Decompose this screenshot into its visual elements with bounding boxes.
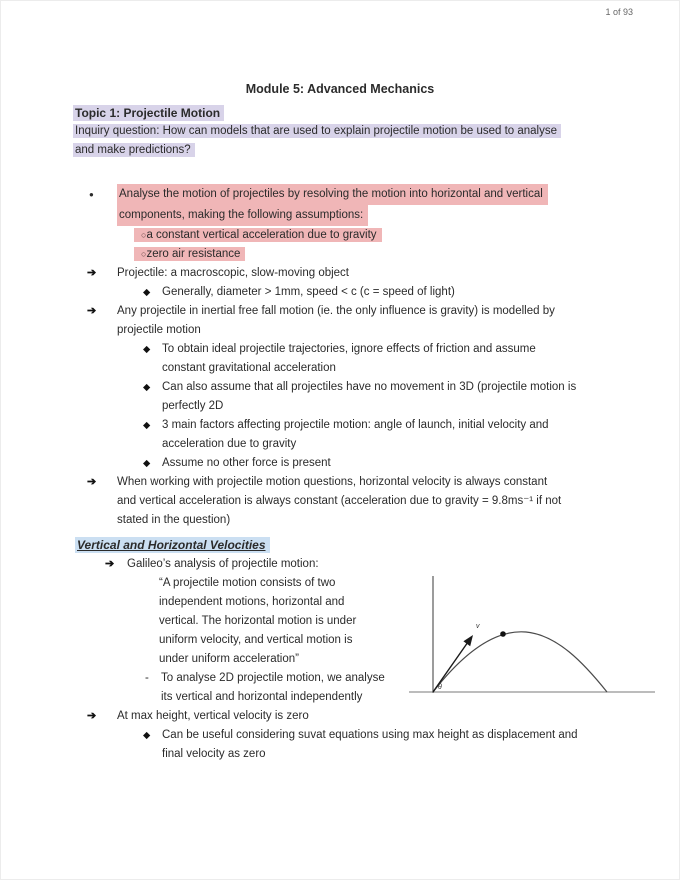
galileo-quote-line-2: independent motions, horizontal and [159,596,345,608]
assumption-lead-line-1: ● Analyse the motion of projectiles by resolving the motion into horizontal and vertical [1,184,679,205]
angle-label: θ [438,684,442,691]
arrow-bullet-icon: ➔ [87,476,97,488]
arrow-bullet-icon: ➔ [87,305,97,317]
bullet-icon: ● [89,190,94,199]
galileo-quote-line-5: under uniform acceleration” [159,653,299,665]
note-free-fall-line-1: ➔ Any projectile in inertial free fall motion (ie. the only influence is gravity) is modelled by [1,302,679,321]
page-number: 1 of 93 [605,7,633,17]
projectile-trajectory-diagram [407,558,657,698]
galileo-quote-line-1: “A projectile motion consists of two [159,577,336,589]
inquiry-question-line-2: and make predictions? [1,141,679,160]
apex-dot [500,631,506,637]
note-analyse-2d-line-1: - To analyse 2D projectile motion, we analyse [1,669,679,688]
assumption-sub-item-2: ○zero air resistance [134,245,679,264]
assumption-lead-line-2: components, making the following assumptions: [1,205,679,226]
arrow-bullet-icon: ➔ [87,267,97,279]
note-main-factors-line-1: ◆ 3 main factors affecting projectile motion: angle of launch, initial velocity and [1,416,679,435]
module-title: Module 5: Advanced Mechanics [245,82,435,96]
diamond-bullet-icon: ◆ [143,420,151,431]
topic-title [1,104,679,122]
galileo-quote-line-4: uniform velocity, and vertical motion is [159,634,353,646]
note-no-other-force: ◆ Assume no other force is present [1,454,679,473]
note-analyse-2d-line-2: its vertical and horizontal independently [161,691,363,703]
galileo-quote-line-3: vertical. The horizontal motion is under [159,615,357,627]
arrow-bullet-icon: ➔ [87,710,97,722]
velocity-label: v [476,623,480,630]
trajectory-curve [433,632,607,692]
circle-bullet-icon: ○ [141,230,147,240]
diamond-bullet-icon: ◆ [143,458,151,469]
diamond-bullet-icon: ◆ [143,730,151,741]
note-constants-line-2: and vertical acceleration is always constant (acceleration due to gravity = 9.8ms⁻¹ if not [117,495,562,507]
note-suvat-line-1: ◆ Can be useful considering suvat equations using max height as displacement and [1,726,679,745]
inquiry-question-line-1: Inquiry question: How can models that are used to explain projectile motion be used to analyse [1,122,679,141]
note-ideal-trajectories-line-1: ◆ To obtain ideal projectile trajectories, ignore effects of friction and assume [1,340,679,359]
dash-bullet-icon: - [145,672,149,684]
diamond-bullet-icon: ◆ [143,344,151,355]
note-2d-assumption-line-2: perfectly 2D [162,400,224,412]
spacer [1,160,679,184]
assumption-sub-item-1: ○a constant vertical acceleration due to gravity [134,226,679,245]
arrow-bullet-icon: ➔ [105,558,115,570]
diamond-bullet-icon: ◆ [143,287,151,298]
note-suvat-line-2: final velocity as zero [162,748,266,760]
velocity-vector-arrowhead [463,635,473,646]
note-max-height: ➔ At max height, vertical velocity is zero [1,707,679,726]
note-projectile-definition-sub: ◆ Generally, diameter > 1mm, speed < c (c = speed of light) [1,283,679,302]
note-constants-line-3: stated in the question) [117,514,231,526]
note-constants-line-1: ➔ When working with projectile motion questions, horizontal velocity is always constant [1,473,679,492]
note-galileo-analysis: ➔ Galileo’s analysis of projectile motion: [1,555,679,574]
note-projectile-definition: ➔ Projectile: a macroscopic, slow-moving object [1,264,679,283]
note-free-fall-line-2: projectile motion [117,324,201,336]
topic-title-highlight: Topic 1: Projectile Motion [73,105,224,121]
note-ideal-trajectories-line-2: constant gravitational acceleration [162,362,336,374]
diamond-bullet-icon: ◆ [143,382,151,393]
section-heading-vertical-horizontal-velocities: Vertical and Horizontal Velocities [1,536,679,555]
note-main-factors-line-2: acceleration due to gravity [162,438,297,450]
circle-bullet-icon: ○ [141,249,147,259]
note-2d-assumption-line-1: ◆ Can also assume that all projectiles have no movement in 3D (projectile motion is [1,378,679,397]
